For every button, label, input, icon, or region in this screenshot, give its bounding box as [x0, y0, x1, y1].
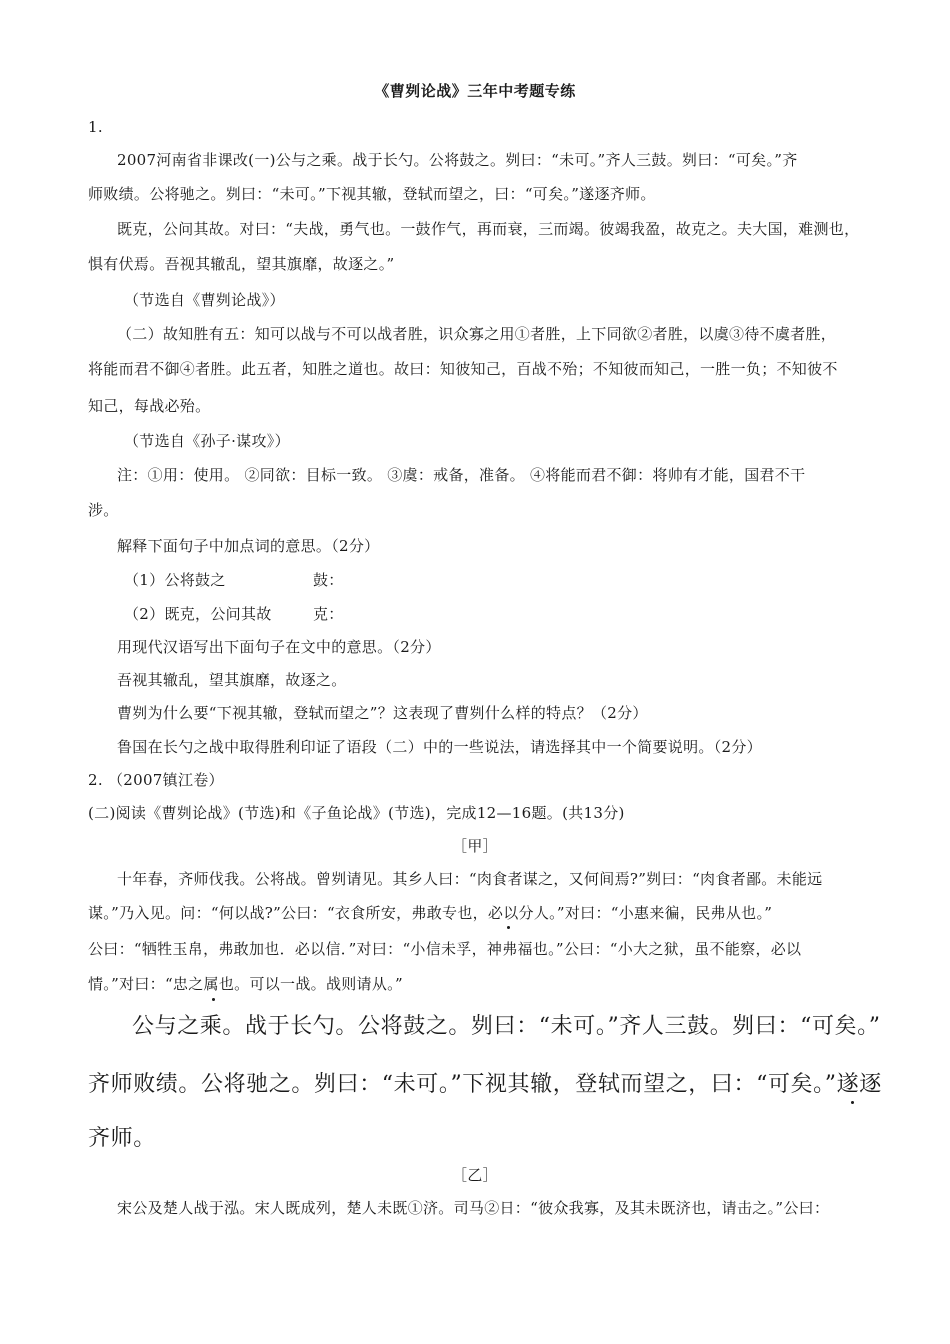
section-heading: (二)阅读《曹刿论战》(节选)和《子鱼论战》(节选)，完成12—16题。(共13分) — [88, 804, 625, 822]
paragraph-line: 2007河南省非课改(一)公与之乘。战于长勺。公将鼓之。刿曰：“未可。”齐人三鼓。刿曰：“可矣。”齐 — [117, 151, 798, 169]
paragraph-line: （二）故知胜有五：知可以战与不可以战者胜，识众寡之用①者胜，上下同欲②者胜，以虞③待不虞者胜， — [117, 325, 837, 343]
large-paragraph-line: 公与之乘。战于长勺。公将鼓之。刿曰：“未可。”齐人三鼓。刿曰：“可矣。” — [132, 1014, 881, 1039]
large-paragraph-line: 齐师败绩。公将驰之。刿曰：“未可。”下视其辙，登轼而望之，曰：“可矣。”遂逐 — [88, 1072, 882, 1097]
annotation-line: 注：①用：使用。 ②同欲：目标一致。 ③虞：戒备，准备。 ④将能而君不御：将帅有才能，国君不干 — [117, 466, 806, 484]
paragraph-line: 十年春，齐师伐我。公将战。曾刿请见。其乡人曰：“肉食者谋之，又何间焉?”刿曰：“肉食者鄙。未能远 — [117, 870, 823, 888]
emphasis-dot — [851, 1101, 854, 1104]
paragraph-line: 知己，每战必殆。 — [88, 397, 211, 415]
source-note: （节选自《孙子·谋攻》） — [124, 432, 290, 450]
emphasis-dot — [507, 926, 510, 929]
paragraph-line: 师败绩。公将驰之。刿曰：“未可。”下视其辙，登轼而望之，曰：“可矣。”遂逐齐师。 — [88, 185, 656, 203]
question-item: （2）既克，公问其故 — [124, 605, 272, 623]
question-line: 解释下面句子中加点词的意思。（2分） — [117, 537, 380, 555]
source-note: （节选自《曹刿论战》） — [124, 291, 285, 309]
passage-label-jia: ［甲］ — [452, 837, 498, 855]
answer-blank-label: 鼓： — [313, 571, 344, 589]
emphasis-dot — [212, 998, 215, 1001]
annotation-line: 涉。 — [88, 501, 119, 519]
page-title: 《曹刿论战》三年中考题专练 — [374, 82, 576, 100]
question-line: 用现代汉语写出下面句子在文中的意思。（2分） — [117, 638, 441, 656]
large-paragraph-line: 齐师。 — [88, 1126, 156, 1151]
question-line: 鲁国在长勺之战中取得胜利印证了语段（二）中的一些说法，请选择其中一个简要说明。（2分） — [117, 738, 762, 756]
passage-label-yi: ［乙］ — [452, 1166, 498, 1184]
question-line: 吾视其辙乱，望其旗靡，故逐之。 — [117, 671, 347, 689]
question-line: 曹刿为什么要“下视其辙，登轼而望之”？这表现了曹刿什么样的特点？（2分） — [117, 704, 648, 722]
paragraph-line: 情。”对曰：“忠之属也。可以一战。战则请从。” — [88, 975, 403, 993]
paragraph-line: 谋。”乃入见。问：“何以战?”公曰：“衣食所安，弗敢专也，必以分人。”对曰：“小惠来徧，民弗从也。” — [88, 904, 773, 922]
answer-blank-label: 克： — [313, 605, 344, 623]
paragraph-line: 既克，公问其故。对曰：“夫战，勇气也。一鼓作气，再而衰，三而竭。彼竭我盈，故克之。夫大国，难测也， — [117, 220, 860, 238]
question-number-1: 1. — [88, 118, 103, 136]
paragraph-line: 宋公及楚人战于泓。宋人既成列，楚人未既①济。司马②日：“彼众我寡，及其未既济也，请击之。”公曰： — [117, 1199, 830, 1217]
question-number-2: 2. （2007镇江卷） — [88, 771, 224, 789]
paragraph-line: 惧有伏焉。吾视其辙乱，望其旗靡，故逐之。” — [88, 255, 395, 273]
paragraph-line: 将能而君不御④者胜。此五者，知胜之道也。故曰：知彼知己，百战不殆；不知彼而知己，一胜一负；不知彼不 — [88, 360, 838, 378]
paragraph-line: 公曰：“牺牲玉帛，弗敢加也．必以信．”对曰：“小信未孚，神弗福也。”公曰：“小大之狱，虽不能察，必以 — [88, 940, 802, 958]
question-item: （1）公将鼓之 — [124, 571, 226, 589]
